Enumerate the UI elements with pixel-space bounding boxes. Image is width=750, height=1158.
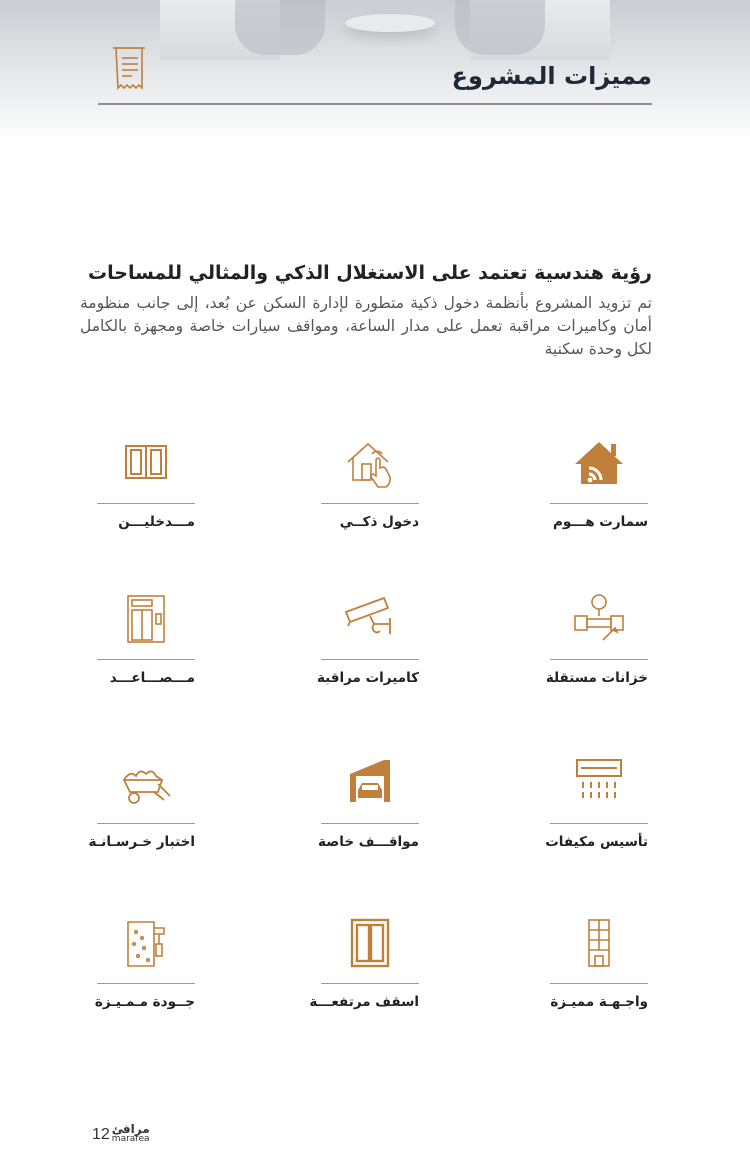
facade-icon [569, 914, 629, 974]
brand-logo [112, 1124, 150, 1144]
feature-label: مـــصـــاعـــد [109, 670, 195, 686]
feature-divider [97, 823, 195, 824]
feature-label: خزانات مستقلة [545, 670, 648, 686]
feature-divider [550, 823, 648, 824]
entrances-icon [116, 434, 176, 494]
brand-name-english: marafea [111, 1134, 150, 1144]
page-number: 12 [92, 1126, 110, 1143]
title-underline [98, 103, 652, 105]
feature-label: سمارت هـــوم [553, 514, 648, 530]
document-icon [110, 42, 150, 94]
feature-label: مواقـــف خاصة [318, 834, 419, 850]
smart-entry-icon [340, 434, 400, 494]
feature-label: جــودة مـمـيـزة [94, 994, 195, 1010]
elevator-icon [116, 590, 176, 650]
feature-divider [321, 659, 419, 660]
feature-divider [550, 659, 648, 660]
footer-brand [92, 1124, 150, 1144]
feature-label: دخول ذكــي [339, 514, 419, 530]
description: تم تزويد المشروع بأنظمة دخول ذكية متطورة لإدارة السكن عن بُعد، إلى جانب منظومة أمان وكاميرات مراقبة تعمل على مدار الساعة، ومواقف سيارات خاصة ومجهزة بالكامل لكل وحدة سكنية [80, 294, 652, 358]
security-camera-icon [340, 590, 400, 650]
smart-home-icon [569, 434, 629, 494]
water-tank-icon [569, 590, 629, 650]
background-chair [455, 0, 545, 55]
background-table [345, 14, 435, 32]
quality-icon [116, 914, 176, 974]
feature-divider [321, 503, 419, 504]
feature-divider [97, 503, 195, 504]
background-chair [235, 0, 325, 55]
feature-divider [321, 823, 419, 824]
feature-label: كاميرات مراقبة [316, 670, 419, 686]
feature-label: اختبار خـرسـانـة [88, 834, 195, 850]
parking-icon [340, 754, 400, 814]
feature-divider [321, 983, 419, 984]
page-title: مميزات المشروع [451, 62, 652, 90]
brand-name-arabic: مرافئ [111, 1122, 150, 1136]
feature-label: تأسيس مكيفات [545, 834, 648, 850]
feature-label: مـــدخليـــن [118, 514, 195, 530]
feature-divider [550, 983, 648, 984]
feature-divider [97, 659, 195, 660]
concrete-test-icon [116, 754, 176, 814]
headline: رؤية هندسية تعتمد على الاستغلال الذكي والمثالي للمساحات [88, 262, 652, 284]
air-conditioner-icon [569, 754, 629, 814]
feature-label: اسقف مرتفعـــة [309, 994, 419, 1010]
feature-divider [550, 503, 648, 504]
high-ceiling-icon [340, 914, 400, 974]
feature-divider [97, 983, 195, 984]
feature-label: واجـهـة مميـزة [550, 994, 648, 1010]
